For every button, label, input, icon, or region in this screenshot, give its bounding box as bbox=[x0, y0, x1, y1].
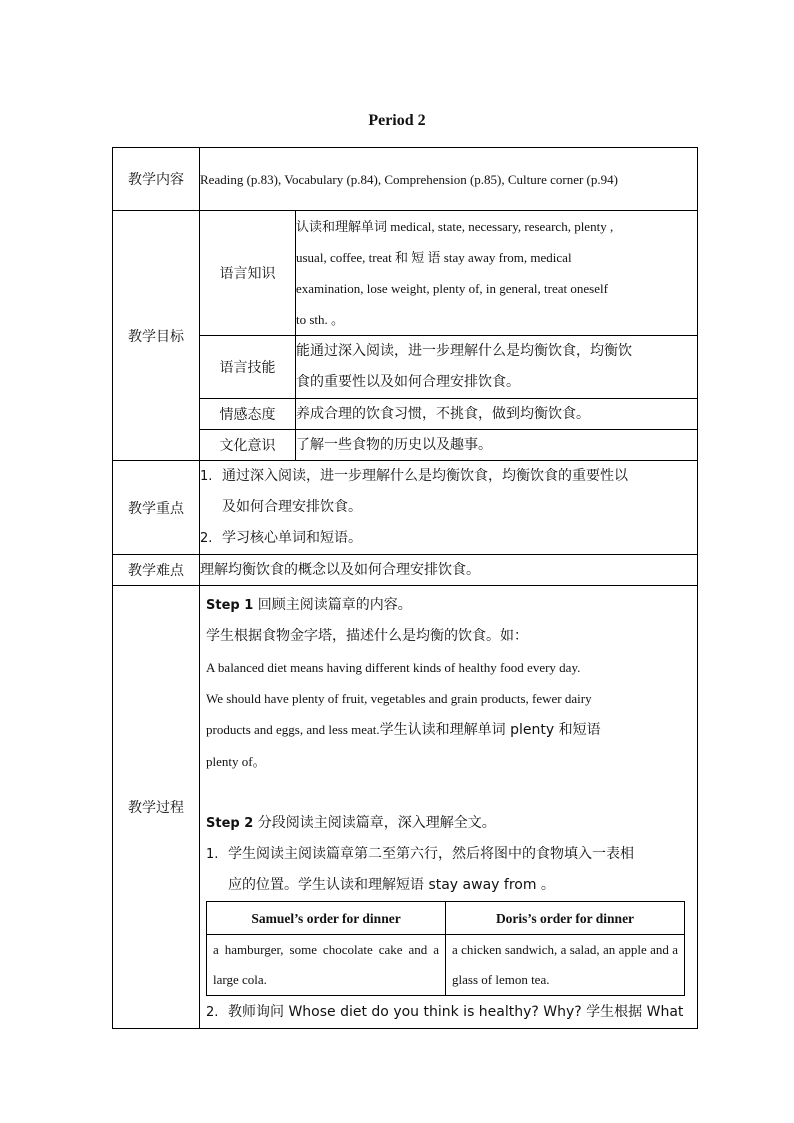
step2-title: 分段阅读主阅读篇章，深入理解全文。 bbox=[253, 815, 496, 831]
step2-item bbox=[206, 997, 691, 1028]
step2-item-line: 学生阅读主阅读篇章第二至第六行，然后将图中的食物填入一表相 bbox=[228, 846, 634, 862]
step1-desc: 学生根据食物金字塔，描述什么是均衡的饮食。如： bbox=[206, 628, 528, 644]
table-cell: a chicken sandwich, a salad, an apple and a glass of lemon tea. bbox=[446, 935, 685, 996]
knowledge-line: to sth. 。 bbox=[296, 312, 345, 327]
sub-label-language-knowledge: 语言知识 bbox=[200, 211, 296, 336]
step1-label: Step 1 bbox=[206, 598, 254, 613]
row-objectives-culture bbox=[113, 430, 698, 461]
row-label-difficulties: 教学难点 bbox=[113, 555, 200, 586]
skills-line: 能通过深入阅读，进一步理解什么是均衡饮食，均衡饮 bbox=[296, 343, 632, 359]
row-difficulties bbox=[113, 555, 698, 586]
key-point-line: 通过深入阅读，进一步理解什么是均衡饮食，均衡饮食的重要性以 bbox=[222, 468, 628, 484]
row-content bbox=[113, 148, 698, 211]
dinner-order-table bbox=[206, 901, 685, 996]
step1-en-part: products and eggs, and less meat. bbox=[206, 722, 380, 737]
page-title: Period 2 bbox=[368, 112, 426, 129]
key-points-text bbox=[200, 461, 698, 555]
row-key-points bbox=[113, 461, 698, 555]
row-process bbox=[113, 586, 698, 1029]
attitude-text: 养成合理的饮食习惯，不挑食，做到均衡饮食。 bbox=[296, 399, 698, 430]
sub-label-attitude: 情感态度 bbox=[200, 399, 296, 430]
difficulties-text: 理解均衡饮食的概念以及如何合理安排饮食。 bbox=[200, 555, 698, 586]
step2-label: Step 2 bbox=[206, 816, 254, 831]
step2-item-text bbox=[228, 839, 634, 901]
row-label-key-points: 教学重点 bbox=[113, 461, 200, 555]
list-number: 1. bbox=[200, 469, 213, 484]
knowledge-line: examination, lose weight, plenty of, in general, treat oneself bbox=[296, 281, 608, 296]
list-number: 2. bbox=[206, 1005, 219, 1020]
knowledge-line: 认读和理解单词 medical, state, necessary, research, plenty , bbox=[296, 219, 614, 234]
step1-en-line: plenty of。 bbox=[206, 754, 266, 769]
step1-en-line: A balanced diet means having different kinds of healthy food every day. bbox=[206, 660, 581, 675]
skills-line: 食的重要性以及如何合理安排饮食。 bbox=[296, 374, 520, 390]
sub-label-language-skills: 语言技能 bbox=[200, 336, 296, 399]
list-number: 1. bbox=[206, 847, 219, 862]
key-point-text bbox=[222, 461, 628, 523]
table-row bbox=[207, 935, 685, 996]
table-header-row bbox=[207, 902, 685, 935]
step1-cn-part: 学生认读和理解单词 plenty 和短语 bbox=[379, 722, 601, 738]
step1-heading bbox=[206, 590, 691, 621]
lesson-plan-table bbox=[112, 147, 698, 1029]
table-header: Samuel’s order for dinner bbox=[207, 902, 446, 935]
sub-label-culture: 文化意识 bbox=[200, 430, 296, 461]
step1-en-line: We should have plenty of fruit, vegetables and grain products, fewer dairy bbox=[206, 691, 592, 706]
step2-item bbox=[206, 839, 691, 901]
table-header: Doris’s order for dinner bbox=[446, 902, 685, 935]
step1-title: 回顾主阅读篇章的内容。 bbox=[253, 597, 412, 613]
key-point-item bbox=[200, 523, 697, 554]
row-label-process: 教学过程 bbox=[113, 586, 200, 1029]
key-point-item bbox=[200, 461, 697, 523]
row-label-objectives: 教学目标 bbox=[113, 211, 200, 461]
step2-item-line: 应的位置。学生认读和理解短语 stay away from 。 bbox=[228, 877, 555, 893]
culture-text: 了解一些食物的历史以及趣事。 bbox=[296, 430, 698, 461]
process-text bbox=[200, 586, 698, 1029]
row-objectives-knowledge bbox=[113, 211, 698, 336]
row-objectives-attitude bbox=[113, 399, 698, 430]
key-point-text: 学习核心单词和短语。 bbox=[222, 530, 362, 546]
step2-heading bbox=[206, 808, 691, 839]
key-point-line: 及如何合理安排饮食。 bbox=[222, 499, 362, 515]
content-text: Reading (p.83), Vocabulary (p.84), Comprehension (p.85), Culture corner (p.94) bbox=[200, 148, 698, 211]
list-number: 2. bbox=[200, 531, 213, 546]
row-label-content: 教学内容 bbox=[113, 148, 200, 211]
language-skills-text bbox=[296, 336, 698, 399]
table-cell: a hamburger, some chocolate cake and a large cola. bbox=[207, 935, 446, 996]
language-knowledge-text bbox=[296, 211, 698, 336]
knowledge-line: usual, coffee, treat 和 短 语 stay away from, medical bbox=[296, 250, 572, 265]
step2-item-text: 教师询问 Whose diet do you think is healthy? Why? 学生根据 What bbox=[228, 1004, 684, 1020]
spacer bbox=[206, 777, 691, 808]
row-objectives-skills bbox=[113, 336, 698, 399]
step1-en-line bbox=[206, 714, 691, 746]
